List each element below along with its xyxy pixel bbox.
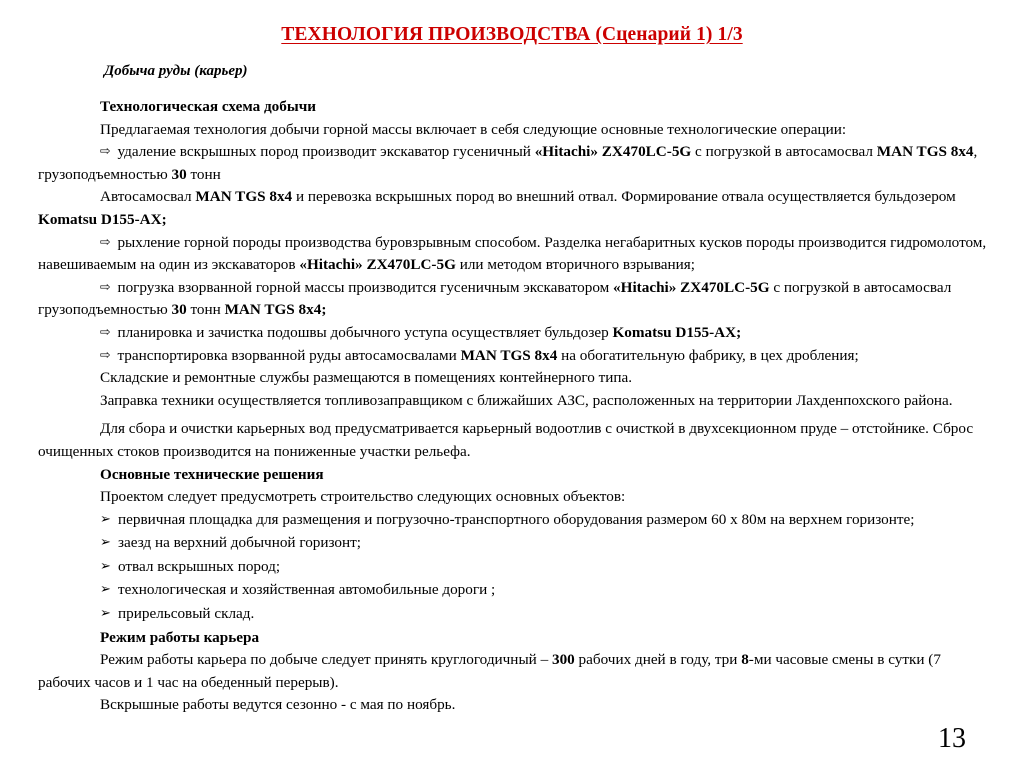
section-subtitle: Добыча руды (карьер)	[104, 63, 248, 79]
tech-solutions-item-list	[38, 509, 990, 627]
list-item: ⇨ транспортировка взорванной руды автосамосвалами MAN TGS 8x4 на обогатительную фабрику, в цех дробления;	[100, 346, 859, 364]
list-item: ⇨ планировка и зачистка подошвы добычного уступа осуществляет бульдозер Komatsu D155-AX;	[100, 323, 742, 341]
list-item: ➢ прирельсовый склад.	[100, 605, 255, 623]
arrow-bullet-icon: ⇨	[100, 323, 115, 339]
list-item: Автосамосвал MAN TGS 8x4 и перевозка вскрышных пород во внешний отвал. Формирование отвала осуществляется бульдозером Komatsu D155-AX;	[38, 188, 956, 228]
list-item: ⇨ погрузка взорванной горной массы производится гусеничным экскаватором «Hitachi» ZX470LC-5G с погрузкой в автосамосвал грузоподъемностью 30 тонн MAN TGS 8x4;	[38, 278, 952, 319]
list-item: ➢ технологическая и хозяйственная автомобильные дороги ;	[100, 581, 496, 599]
triangle-bullet-icon: ➢	[100, 558, 116, 574]
arrow-bullet-icon: ⇨	[100, 278, 115, 294]
para-fuel: Заправка техники осуществляется топливозаправщиком с ближайших АЗС, расположенных на территории Лахденпохского района.	[100, 391, 953, 409]
para-tech-scheme-intro: Предлагаемая технология добычи горной массы включает в себя следующие основные технологические операции:	[100, 120, 847, 138]
list-item: ⇨ рыхление горной породы производства буровзрывным способом. Разделка негабаритных кусков породы производится гидромолотом, навешиваемым на один из экскаваторов «Hitachi» ZX470LC-5G или методом вторичного взрывания;	[38, 233, 987, 274]
heading-tech-scheme: Технологическая схема добычи	[100, 98, 317, 115]
heading-quarry-mode: Режим работы карьера	[100, 628, 260, 646]
triangle-bullet-icon: ➢	[100, 582, 116, 598]
page-title: ТЕХНОЛОГИЯ ПРОИЗВОДСТВА (Сценарий 1) 1/3	[281, 24, 743, 45]
list-item: ➢ первичная площадка для размещения и погрузочно-транспортного оборудования размером 60 х 80м на верхнем горизонте;	[100, 510, 915, 528]
arrow-bullet-icon: ⇨	[100, 143, 115, 159]
para-water-drainage: Для сбора и очистки карьерных вод предусматривается карьерный водоотлив с очисткой в двухсекционном пруде – отстойнике. Сброс очищенных стоков производится на пониженные участки рельефа.	[38, 420, 974, 460]
arrow-bullet-icon: ⇨	[100, 346, 115, 362]
arrow-bullet-icon: ⇨	[100, 233, 115, 249]
list-item: ⇨ удаление вскрышных пород производит экскаватор гусеничный «Hitachi» ZX470LC-5G с погрузкой в автосамосвал MAN TGS 8x4, грузоподъемностью 30 тонн	[38, 143, 978, 183]
tech-scheme-item-list	[38, 141, 990, 367]
triangle-bullet-icon: ➢	[100, 511, 116, 527]
heading-tech-solutions: Основные технические решения	[100, 465, 324, 483]
triangle-bullet-icon: ➢	[100, 535, 116, 551]
spacer	[38, 82, 990, 96]
triangle-bullet-icon: ➢	[100, 606, 116, 622]
list-item: ➢ отвал вскрышных пород;	[100, 557, 281, 575]
list-item: ➢ заезд на верхний добычной горизонт;	[100, 534, 361, 552]
page-number: 13	[938, 723, 966, 754]
para-season: Вскрышные работы ведутся сезонно - с мая по ноябрь.	[100, 696, 456, 714]
slide-body	[38, 60, 990, 717]
para-quarry-mode: Режим работы карьера по добыче следует принять круглогодичный – 300 рабочих дней в году, три 8-ми часовые смены в сутки (7 рабочих часов и 1 час на обеденный перерыв).	[38, 651, 941, 691]
para-tech-solutions-intro: Проектом следует предусмотреть строительство следующих основных объектов:	[100, 488, 626, 506]
para-warehouse: Складские и ремонтные службы размещаются в помещениях контейнерного типа.	[100, 369, 633, 387]
